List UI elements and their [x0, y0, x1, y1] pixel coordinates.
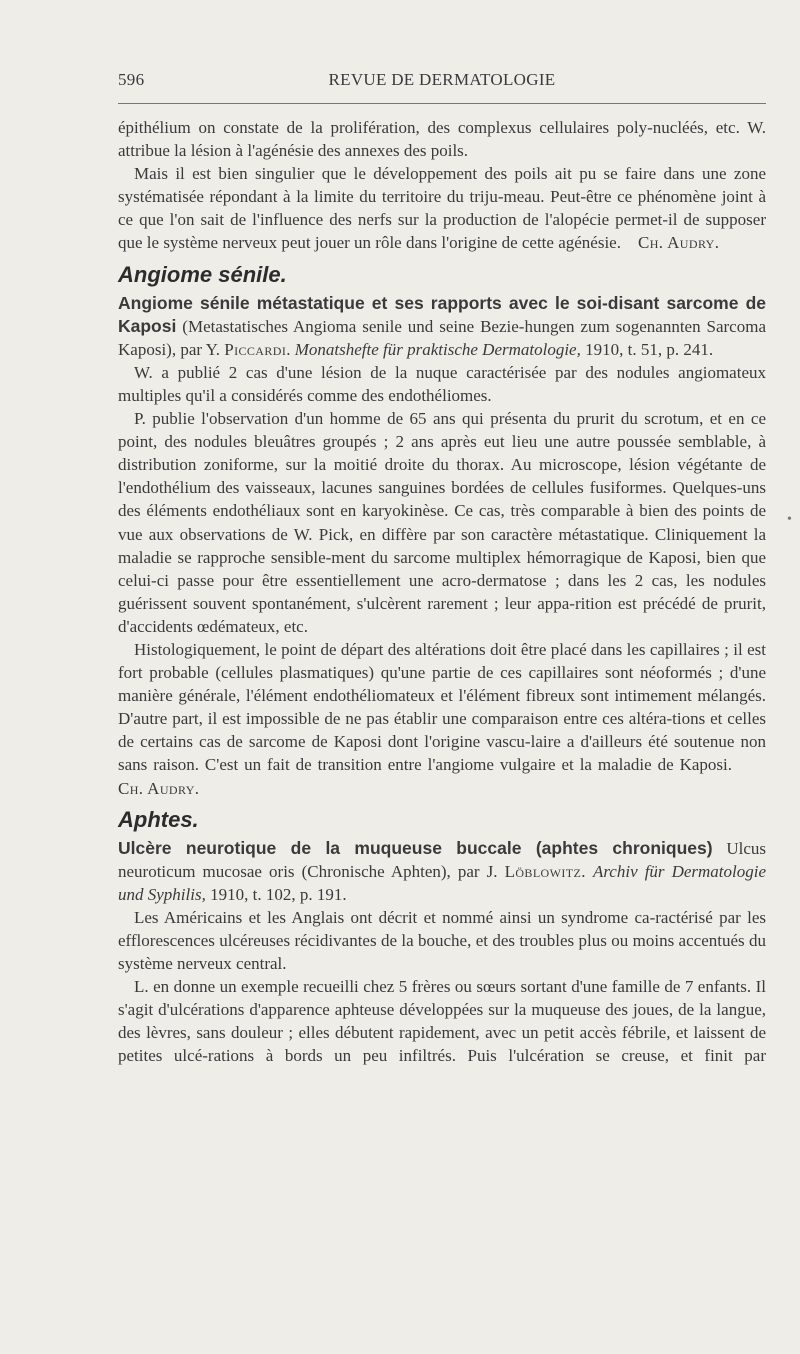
paragraph-text: Histologiquement, le point de départ des altérations doit être placé dans les capillaires ; il est fort probable (cellules plasmatiques) qu'une partie de ces capillaires sont néoformés ; d'une manière générale, l'élément endothéliomateux et l'élément fibreux sont intimement mélangés. D'autre part, il est impossible de ne pas établir une comparaison entre ces altéra-tions et celles de certains cas de sarcome de Kaposi dont l'origine vascu-laire a d'ailleurs été soutenue non sans raison. C'est un fait de transition entre l'angiome vulgaire et la maladie de Kaposi.	[118, 639, 766, 775]
page-body	[118, 116, 766, 1068]
reference: 1910, t. 51, p. 241.	[580, 339, 714, 359]
body-paragraph	[118, 638, 766, 800]
body-paragraph: Les Américains et les Anglais ont décrit et nommé ainsi un syndrome ca-ractérisé par les efflorescences ulcéreuses récidivantes de la bouche, et des troubles plus ou moins accentués du système nerveux central.	[118, 907, 766, 974]
body-paragraph: W. a publié 2 cas d'une lésion de la nuque caractérisée par des nodules angiomateux multiples qu'il a considérés comme des endothéliomes.	[118, 362, 766, 405]
reference: 1910, t. 102, p. 191.	[205, 884, 347, 904]
abstract-subtitle: (Metastatisches Angioma senile und seine Bezie-hungen zum sogenannten Sarcoma Kaposi), par Y.	[118, 316, 766, 359]
intro-paragraph: épithélium on constate de la prolifération, des complexus cellulaires poly-nucléés, etc. W. attribue la lésion à l'agénésie des annexes des poils.	[118, 118, 766, 161]
signature: Ch. Audry.	[118, 778, 200, 798]
journal-name: Monatshefte für praktische Dermatologie,	[294, 339, 581, 359]
intro-paragraph	[118, 162, 766, 254]
author-name: Piccardi	[224, 339, 287, 359]
section-heading: Angiome sénile.	[118, 261, 287, 287]
abstract-title: Ulcère neurotique de la muqueuse buccale (aphtes chroniques)	[118, 837, 713, 858]
body-paragraph: L. en donne un exemple recueilli chez 5 frères ou sœurs sortant d'une famille de 7 enfants. Il s'agit d'ulcérations d'apparence aphteuse développées sur la muqueuse des joues, de la langue, des lèvres, sans douleur ; elles débutent rapidement, avec un petit accès fébrile, et laissent de petites ulcé-rations à bords un peu infiltrés. Puis l'ulcération se creuse, et finit par	[118, 977, 766, 1066]
author-name: Löblowitz.	[504, 861, 586, 881]
abstract-subtitle: Ulcus neuroticum mucosae oris (Chronische Aphten), par J.	[118, 838, 766, 881]
body-paragraph: P. publie l'observation d'un homme de 65 ans qui présenta du prurit du scrotum, et en ce point, des nodules bleuâtres groupés ; 2 ans après eut lieu une autre poussée semblable, à distribution zoniforme, sur la moitié droite du thorax. Au microscope, lésion végétante de l'endothélium des vaisseaux, lacunes sanguines bordées de cellules fusiformes. Quelques-uns des éléments endothéliaux sont en karyokinèse. Ce cas, très comparable à bien des points de vue aux observations de W. Pick, en diffère par son caractère métastatique. Cliniquement la maladie se rapproche sensible-ment du sarcome multiplex hémorragique de Kaposi, bien que celui-ci passe pour être essentiellement une acro-dermatose ; dans les 2 cas, les nodules guérissent souvent spontanément, s'ulcèrent rarement ; leur appa-rition est précédé de prurit, d'accidents œdémateux, etc.	[118, 409, 766, 636]
abstract-title: Angiome sénile métastatique et ses rapports avec le soi-disant sarcome de Kaposi	[118, 292, 766, 336]
paragraph-text: Mais il est bien singulier que le développement des poils ait pu se faire dans une zone systématisée répondant à la limite du territoire du triju-meau. Peut-être ce phénomène joint à ce que l'on sait de l'influence des nerfs sur la production de l'alopécie permet-il de supposer que le système nerveux peut jouer un rôle dans l'origine de cette agénésie.	[118, 164, 766, 253]
signature: Ch. Audry.	[637, 233, 720, 253]
running-header	[118, 70, 766, 94]
header-rule	[118, 103, 766, 104]
margin-mark: •	[787, 512, 792, 527]
journal-title: REVUE DE DERMATOLOGIE	[328, 70, 556, 89]
section-heading: Aphtes.	[118, 806, 199, 832]
abstract-citation: Angiome sénile métastatique et ses rapports avec le soi-disant sarcome de Kaposi (Metastatisches Angioma senile und seine Bezie-hungen zum sogenannten Sarcoma Kaposi), par Y. Piccardi. Monatshefte für praktische Dermatologie, 1910, t. 51, p. 241.	[118, 292, 766, 359]
page-number: 596	[118, 70, 145, 89]
journal-name: Archiv für Dermatologie und Syphilis,	[118, 861, 767, 904]
abstract-citation	[118, 837, 766, 906]
